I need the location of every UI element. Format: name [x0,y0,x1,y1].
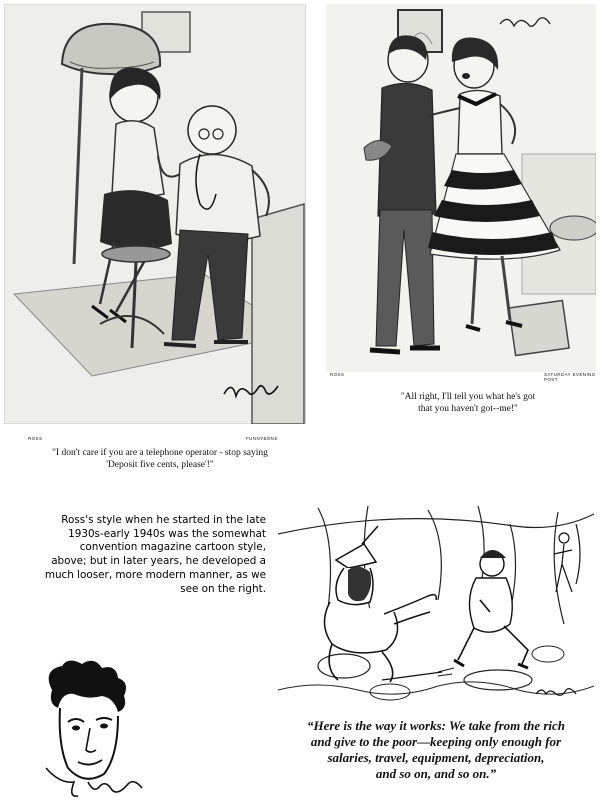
style-commentary [8,514,266,596]
caption-line: and give to the poor—keeping only enough for [310,734,562,750]
cartoon-doctor-illustration [4,4,306,424]
commentary-line: convention magazine cartoon style, [79,541,266,554]
cartoon-1-signature [222,376,280,402]
cartoon-caption [272,718,600,782]
cartoon-2-signature [498,10,552,34]
commentary-line: much looser, more modern manner, as we [44,568,266,581]
cartoon-caption [20,448,300,472]
artist-self-portrait [38,656,148,802]
caption-line: salaries, travel, equipment, depreciation, [327,750,545,766]
artist-credit: ROSS [330,372,345,377]
caption-line: “Here is the way it works: We take from the rich [306,718,566,733]
commentary-line: Ross's style when he started in the late [61,514,266,526]
publication-credit: FUNNYBONE [246,436,278,441]
caption-line: and so on, and so on.” [375,766,497,782]
cartoon-robin-hood-illustration [278,504,594,710]
commentary-line: see on the right. [180,582,266,595]
cartoon-doctor-telephone-operator [0,0,312,470]
caption-line: "I don't care if you are a telephone operator - stop saying [52,448,268,458]
artist-credit: ROSS [28,436,43,441]
caption-line: that you haven't got--me!" [418,403,518,414]
publication-credit: SATURDAY EVENING POST [544,372,596,382]
commentary-line: 1930s-early 1940s was the somewhat [68,527,266,540]
caption-line: "All right, I'll tell you what he's got [400,392,536,402]
commentary-line: above; but in later years, he developed a [51,555,266,568]
cartoon-caption [358,392,578,416]
cartoon-robin-hood [272,498,600,810]
caption-line: 'Deposit five cents, please'!" [106,459,214,470]
cartoon-couple-argument [318,0,600,470]
cartoon-3-signature [534,684,578,700]
cartoon-couple-illustration [326,4,596,372]
